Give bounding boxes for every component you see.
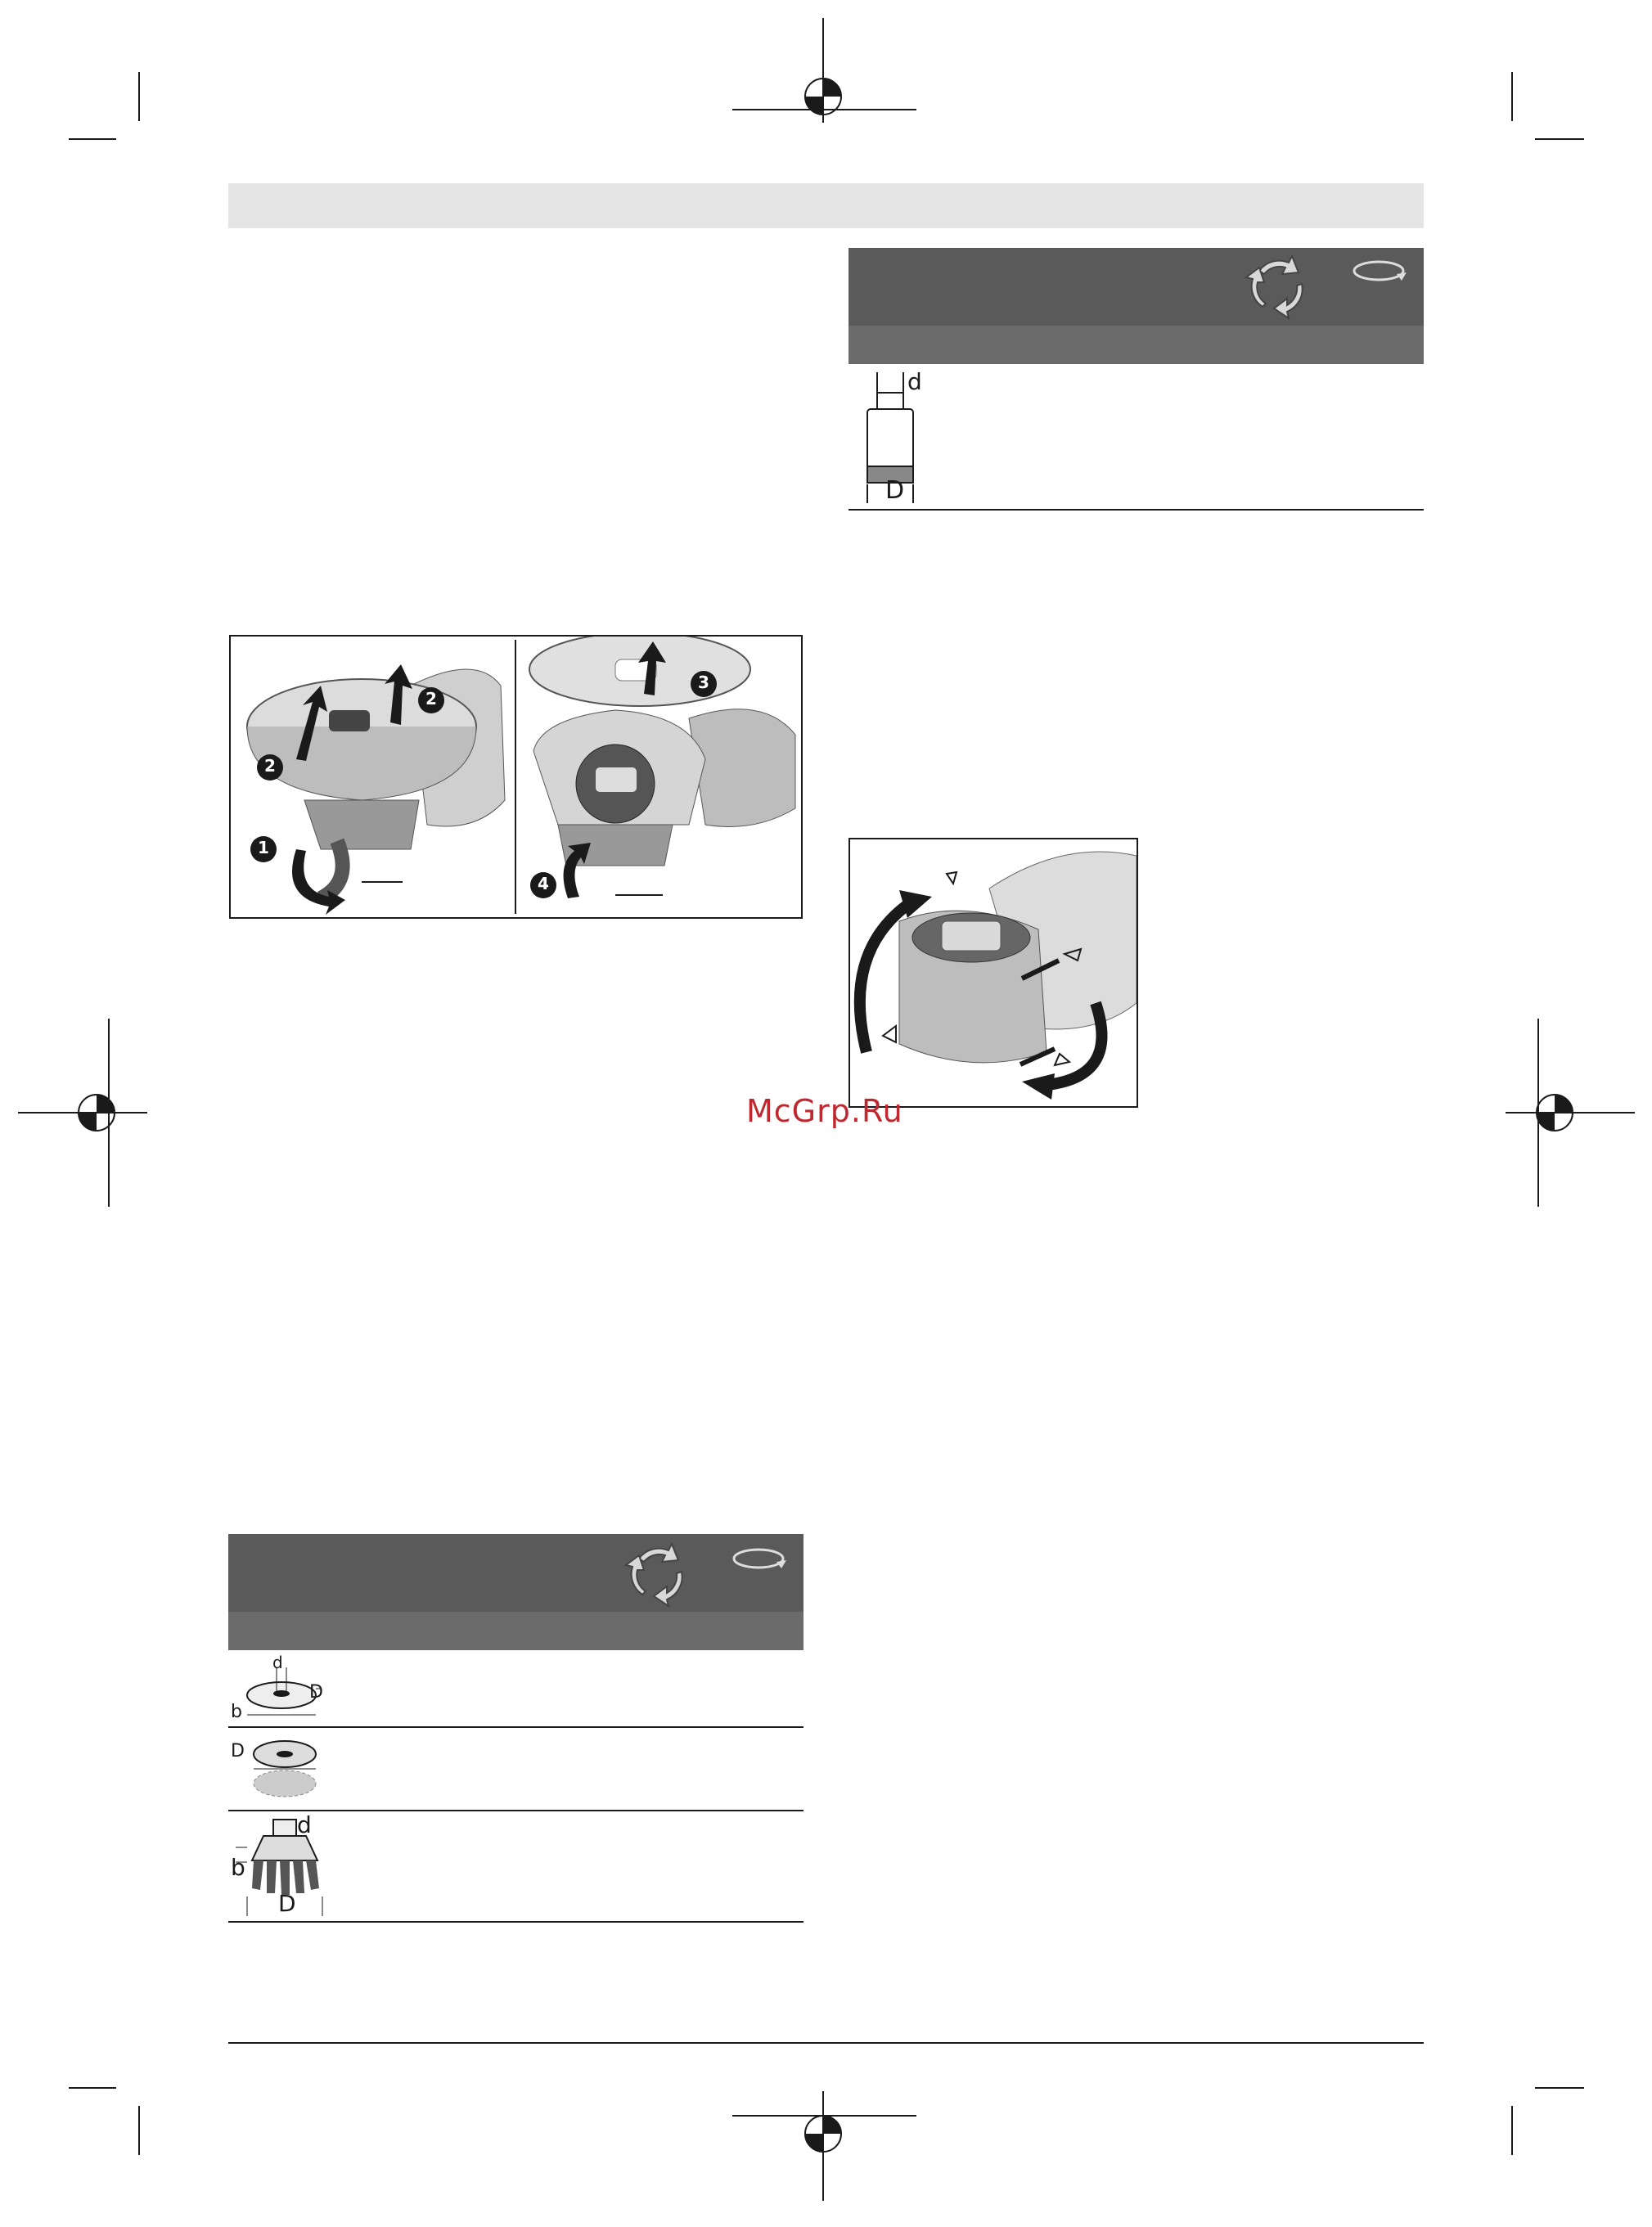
- dim-label-d: d: [297, 1811, 312, 1838]
- right-table-header: [849, 248, 1424, 326]
- dim-label-d: d: [272, 1653, 283, 1672]
- step-callout-3: 3: [698, 673, 709, 692]
- step-callout-4: 4: [538, 874, 549, 893]
- left-table-subheader: [228, 1612, 803, 1650]
- dim-label-D: D: [231, 1741, 245, 1761]
- left-table-header: [228, 1534, 803, 1612]
- page-header-band: [228, 183, 1424, 228]
- spin-arrow-icon: [1349, 256, 1411, 286]
- dim-label-D: D: [278, 1890, 296, 1917]
- gear-head-rotation-illustration: [850, 839, 1137, 1106]
- dim-label-D: D: [885, 476, 905, 505]
- step-callout-2b: 2: [425, 689, 437, 709]
- right-table-subheader: [849, 326, 1424, 364]
- step-callout-1: 1: [258, 838, 269, 857]
- rotation-direction-icon: [1241, 253, 1315, 322]
- left-table-row-rule-1: [228, 1726, 803, 1728]
- watermark-text: McGrp.Ru: [746, 1093, 903, 1129]
- step-callout-2a: 2: [264, 756, 276, 776]
- right-table-bottom-rule: [849, 509, 1424, 511]
- guard-removal-figure: [229, 635, 803, 919]
- flap-disc-icon: [231, 1733, 329, 1808]
- dim-label-D: D: [309, 1682, 323, 1703]
- guard-removal-illustration: [231, 637, 801, 917]
- left-table-bottom-rule: [228, 1921, 803, 1923]
- dim-label-d: d: [907, 368, 922, 395]
- left-table-row-rule-2: [228, 1810, 803, 1811]
- page-footer-rule: [228, 2042, 1424, 2044]
- dim-label-b: b: [231, 1702, 242, 1722]
- dim-label-b: b: [231, 1854, 245, 1881]
- rotation-direction-icon: [621, 1541, 695, 1609]
- spin-arrow-icon: [729, 1544, 791, 1573]
- gear-head-rotation-figure: [849, 838, 1138, 1108]
